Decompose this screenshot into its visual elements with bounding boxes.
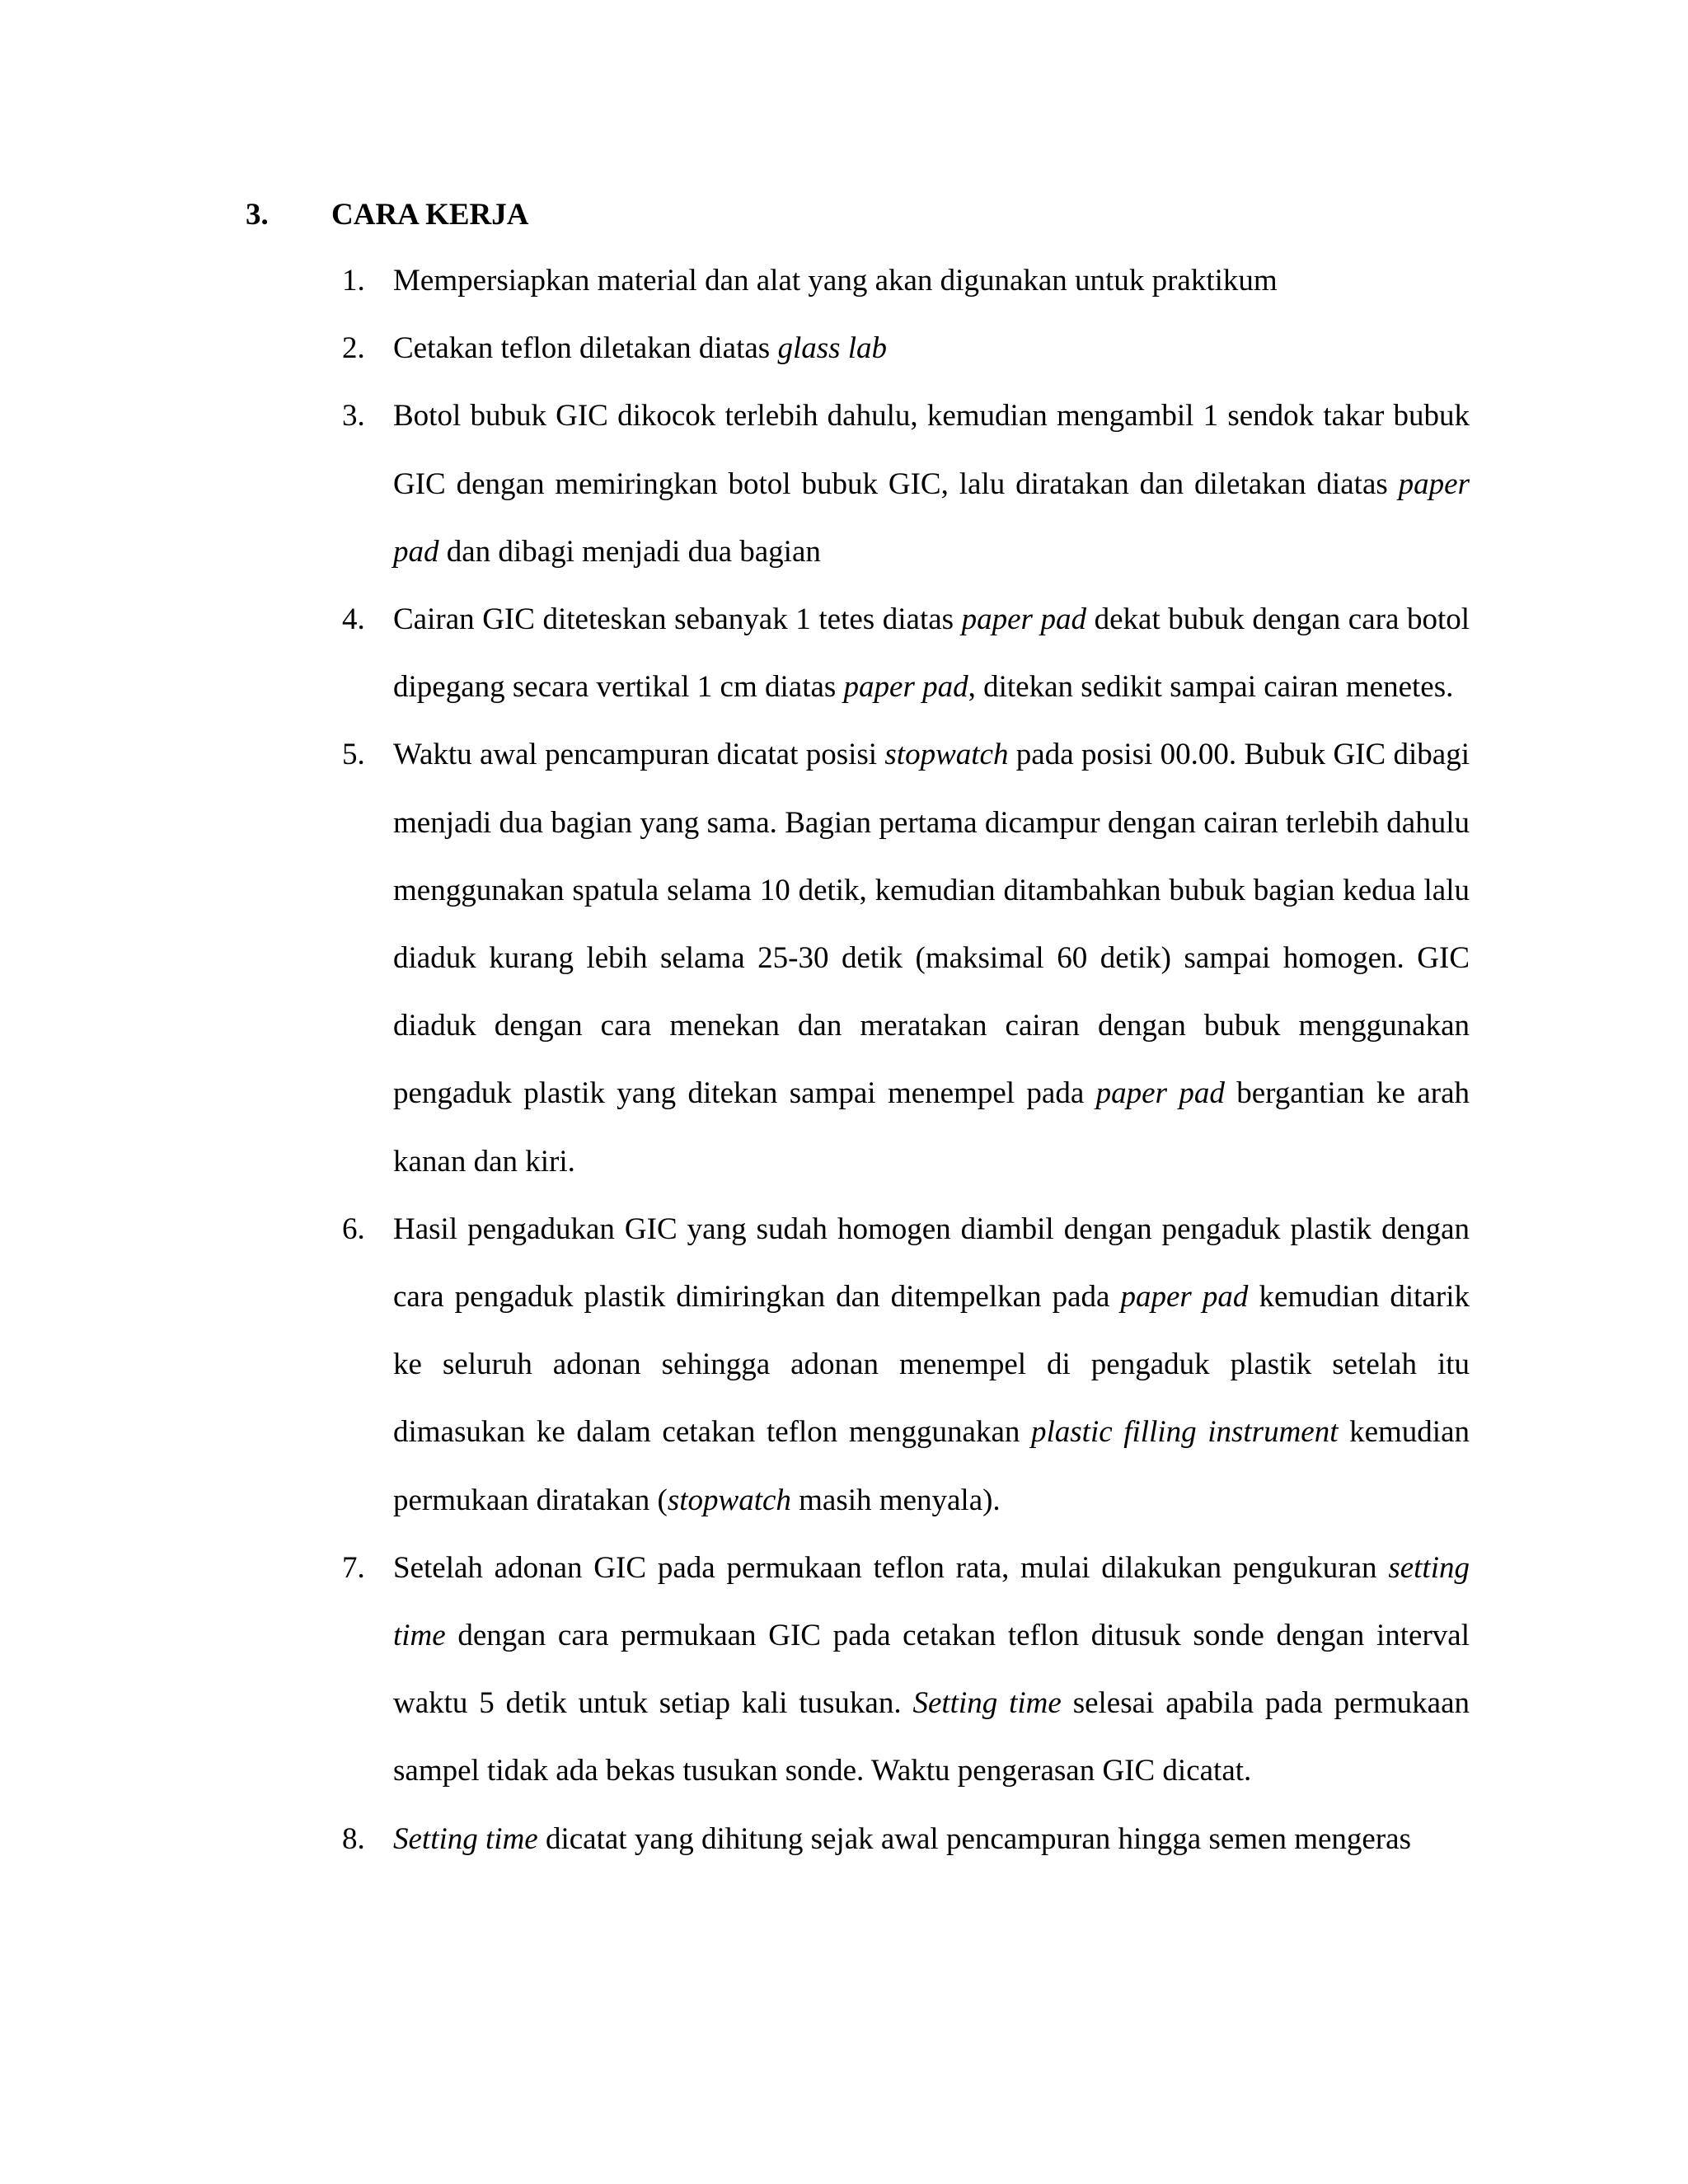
step-number: 7.	[342, 1550, 365, 1585]
step-number: 5.	[342, 738, 365, 772]
procedure-step	[342, 315, 1470, 382]
step-text: Botol bubuk GIC dikocok terlebih dahulu, kemudian mengambil 1 sendok takar bubuk GIC dengan memiringkan botol bubuk GIC, lalu diratakan dan diletakan diatas paper pad dan dibagi menjadi dua bagian	[393, 399, 1470, 569]
step-number: 2.	[342, 331, 365, 366]
step-text: Waktu awal pencampuran dicatat posisi stopwatch pada posisi 00.00. Bubuk GIC dibagi menjadi dua bagian yang sama. Bagian pertama dicampur dengan cairan terlebih dahulu menggunakan spatula selama 10 detik, kemudian ditambahkan bubuk bagian kedua lalu diaduk kurang lebih selama 25-30 detik (maksimal 60 detik) sampai homogen. GIC diaduk dengan cara menekan dan meratakan cairan dengan bubuk menggunakan pengaduk plastik yang ditekan sampai menempel pada paper pad bergantian ke arah kanan dan kiri.	[393, 738, 1470, 1179]
section-number: 3.	[246, 198, 269, 232]
step-number: 8.	[342, 1821, 365, 1856]
procedure-step	[342, 721, 1470, 1195]
procedure-step	[342, 1535, 1470, 1806]
section-heading	[246, 192, 529, 238]
section-title: CARA KERJA	[331, 198, 529, 232]
step-number: 1.	[342, 264, 365, 298]
step-number: 3.	[342, 399, 365, 434]
step-text: Setelah adonan GIC pada permukaan teflon rata, mulai dilakukan pengukuran setting time dengan cara permukaan GIC pada cetakan teflon ditusuk sonde dengan interval waktu 5 detik untuk setiap kali tusukan. Setting time selesai apabila pada permukaan sampel tidak ada bekas tusukan sonde. Waktu pengerasan GIC dicatat.	[393, 1550, 1470, 1788]
step-number: 4.	[342, 602, 365, 637]
procedure-step	[342, 1196, 1470, 1535]
procedure-step	[342, 1806, 1470, 1873]
procedure-step	[342, 247, 1470, 315]
procedure-step	[342, 586, 1470, 721]
step-text: Cetakan teflon diletakan diatas glass lab	[393, 331, 888, 366]
step-text: Hasil pengadukan GIC yang sudah homogen diambil dengan pengaduk plastik dengan cara pengaduk plastik dimiringkan dan ditempelkan pada paper pad kemudian ditarik ke seluruh adonan sehingga adonan menempel di pengaduk plastik setelah itu dimasukan ke dalam cetakan teflon menggunakan plastic filling instrument kemudian permukaan diratakan (stopwatch masih menyala).	[393, 1212, 1470, 1517]
step-text: Mempersiapkan material dan alat yang akan digunakan untuk praktikum	[393, 264, 1278, 298]
procedure-step	[342, 382, 1470, 586]
procedure-steps-list	[342, 247, 1470, 1873]
step-text: Cairan GIC diteteskan sebanyak 1 tetes diatas paper pad dekat bubuk dengan cara botol dipegang secara vertikal 1 cm diatas paper pad, ditekan sedikit sampai cairan menetes.	[393, 602, 1470, 705]
step-number: 6.	[342, 1212, 365, 1246]
step-text: Setting time dicatat yang dihitung sejak awal pencampuran hingga semen mengeras	[393, 1821, 1411, 1856]
